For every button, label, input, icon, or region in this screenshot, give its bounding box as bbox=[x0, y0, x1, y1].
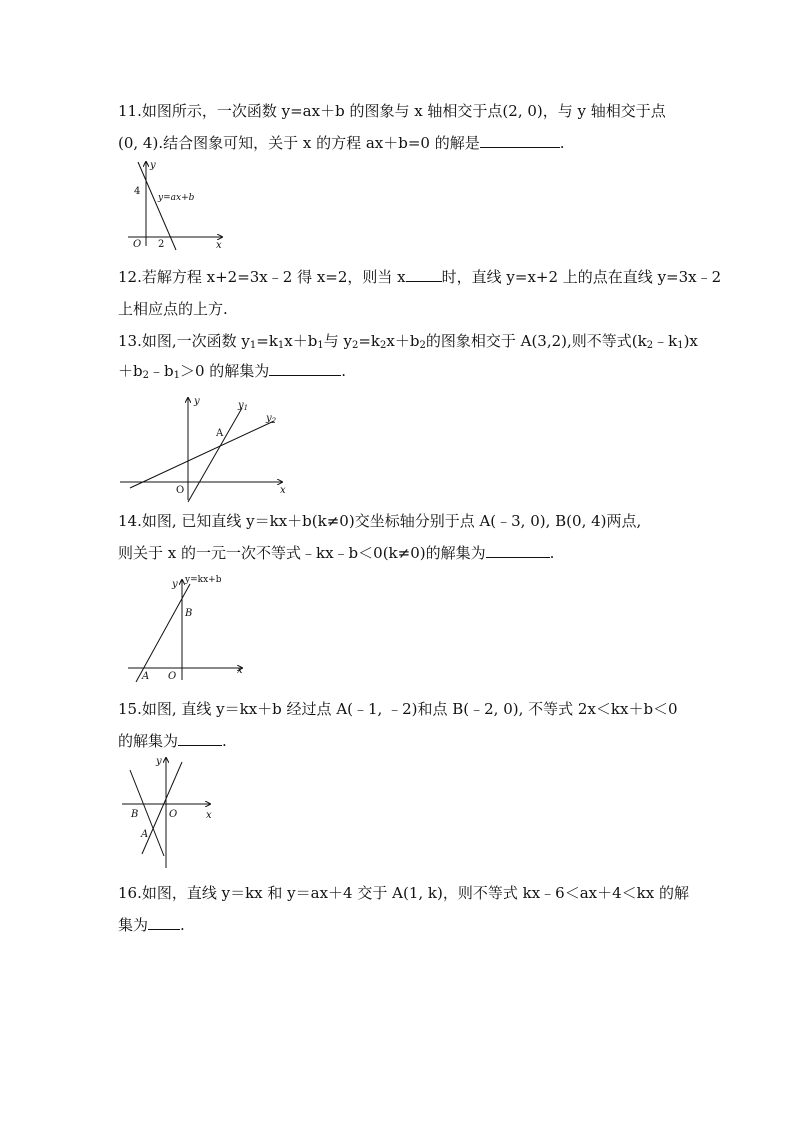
q15-point-a: A bbox=[141, 829, 149, 840]
q15-y-label: y bbox=[156, 756, 162, 767]
q15-line2-text: 的解集为 bbox=[118, 732, 179, 750]
q12-line1-a: 12.若解方程 x+2=3x﹣2 得 x=2，则当 x bbox=[118, 268, 406, 286]
q12-line1-b: 时，直线 y=x+2 上的点在直线 y=3x﹣2 bbox=[441, 268, 722, 286]
q13-sub: 2 bbox=[380, 340, 387, 351]
q15-figure bbox=[118, 754, 218, 872]
q13-sub: 1 bbox=[277, 340, 285, 351]
q13-x-label: x bbox=[280, 485, 286, 496]
q13-text-i: )x bbox=[683, 332, 698, 350]
q14-line2-end: . bbox=[549, 544, 555, 562]
q16-line2-text: 集为 bbox=[118, 916, 149, 934]
q15-answer-blank bbox=[178, 731, 222, 746]
q13-sub: 1 bbox=[173, 370, 180, 381]
q14-x-label: x bbox=[237, 665, 243, 676]
q15-line-2x bbox=[142, 762, 182, 854]
q13-sub: 2 bbox=[419, 340, 426, 351]
q11-line2 bbox=[118, 133, 565, 153]
q13-sub: 2 bbox=[351, 340, 359, 351]
q11-figure bbox=[118, 158, 228, 251]
q13-text-k: ﹣b bbox=[148, 362, 174, 380]
q13-text-h: ﹣k bbox=[653, 332, 678, 350]
q13-figure bbox=[118, 392, 298, 502]
q14-line2-text: 则关于 x 的一元一次不等式﹣kx﹣b＜0(k≠0)的解集为 bbox=[118, 544, 486, 562]
q13-text-c: x＋b bbox=[284, 332, 318, 350]
q13-end: . bbox=[341, 362, 347, 380]
q13-text-d: 与 y bbox=[323, 332, 352, 350]
q14-line2 bbox=[118, 543, 554, 563]
q13-answer-blank bbox=[269, 361, 341, 376]
q13-text-e: =k bbox=[358, 332, 381, 350]
q11-line-label: y=ax+b bbox=[158, 193, 195, 203]
q13-y2-text: y bbox=[266, 413, 272, 424]
q16-line1: 16.如图，直线 y＝kx 和 y＝ax＋4 交于 A(1, k)，则不等式 kx﹣6＜ax＋4＜kx 的解 bbox=[118, 884, 689, 902]
q11-answer-blank bbox=[480, 133, 560, 148]
q13-line1 bbox=[118, 331, 698, 356]
q14-point-a: A bbox=[142, 671, 150, 682]
q13-point-a: A bbox=[216, 428, 224, 439]
q13-text-l: ＞0 的解集为 bbox=[179, 362, 270, 380]
q13-y-label: y bbox=[194, 396, 200, 407]
q13-sub: 2 bbox=[646, 340, 654, 351]
q14-y-label: y bbox=[172, 579, 178, 590]
q11-line2-text: (0, 4).结合图象可知，关于 x 的方程 ax＋b=0 的解是 bbox=[118, 134, 480, 152]
q15-line2 bbox=[118, 731, 227, 751]
q14-line-label: y=kx+b bbox=[185, 575, 222, 585]
q12-line1 bbox=[118, 267, 721, 287]
q13-text-g: 的图象相交于 A(3,2),则不等式(k bbox=[425, 332, 647, 350]
q16-line2-end: . bbox=[180, 916, 185, 934]
q15-line2-end: . bbox=[222, 732, 227, 750]
q12-line2: 上相应点的上方. bbox=[118, 300, 228, 318]
q13-text-j: ＋b bbox=[118, 362, 143, 380]
q13-y2-label bbox=[265, 413, 277, 425]
q13-text-f: x＋b bbox=[386, 332, 420, 350]
q14-answer-blank bbox=[486, 543, 550, 558]
q14-origin-label: O bbox=[168, 671, 177, 682]
q11-line2-end: . bbox=[559, 134, 565, 152]
q15-x-label: x bbox=[206, 810, 212, 821]
q12-answer-blank bbox=[406, 267, 442, 282]
q11-line1: 11.如图所示，一次函数 y=ax＋b 的图象与 x 轴相交于点(2, 0)，与 y 轴相交于点 bbox=[118, 102, 666, 120]
q14-figure bbox=[118, 570, 248, 685]
q11-origin-label: O bbox=[133, 239, 142, 250]
q14-line1: 14.如图, 已知直线 y＝kx＋b(k≠0)交坐标轴分别于点 A(﹣3, 0), B(0, 4)两点, bbox=[118, 512, 642, 530]
q13-text-a: 13.如图,一次函数 y bbox=[118, 332, 250, 350]
q13-y1-label bbox=[237, 400, 248, 412]
q15-line1: 15.如图, 直线 y＝kx＋b 经过点 A(﹣1, ﹣2)和点 B(﹣2, 0), 不等式 2x＜kx＋b＜0 bbox=[118, 700, 678, 718]
q13-sub: 1 bbox=[317, 340, 324, 351]
q13-sub: 2 bbox=[142, 370, 149, 381]
q14-point-b: B bbox=[185, 608, 193, 619]
q11-y-label: y bbox=[150, 160, 156, 171]
q13-y1-text: y bbox=[238, 400, 244, 411]
q16-answer-blank bbox=[148, 915, 180, 930]
q13-y1-sub: 1 bbox=[243, 404, 249, 412]
q13-y2-sub: 2 bbox=[271, 417, 277, 425]
q13-line-y1 bbox=[188, 408, 242, 502]
q11-x-label: x bbox=[216, 240, 222, 251]
q13-sub: 1 bbox=[677, 340, 684, 351]
q11-y-tick: 4 bbox=[134, 186, 141, 197]
q15-origin-label: O bbox=[169, 809, 178, 820]
q15-point-b: B bbox=[131, 809, 139, 820]
q11-x-tick: 2 bbox=[158, 239, 165, 250]
q13-line2 bbox=[118, 361, 346, 386]
q13-origin-label: O bbox=[176, 485, 185, 496]
q13-text-b: =k bbox=[256, 332, 278, 350]
q16-line2 bbox=[118, 915, 185, 935]
q13-sub: 1 bbox=[249, 340, 257, 351]
